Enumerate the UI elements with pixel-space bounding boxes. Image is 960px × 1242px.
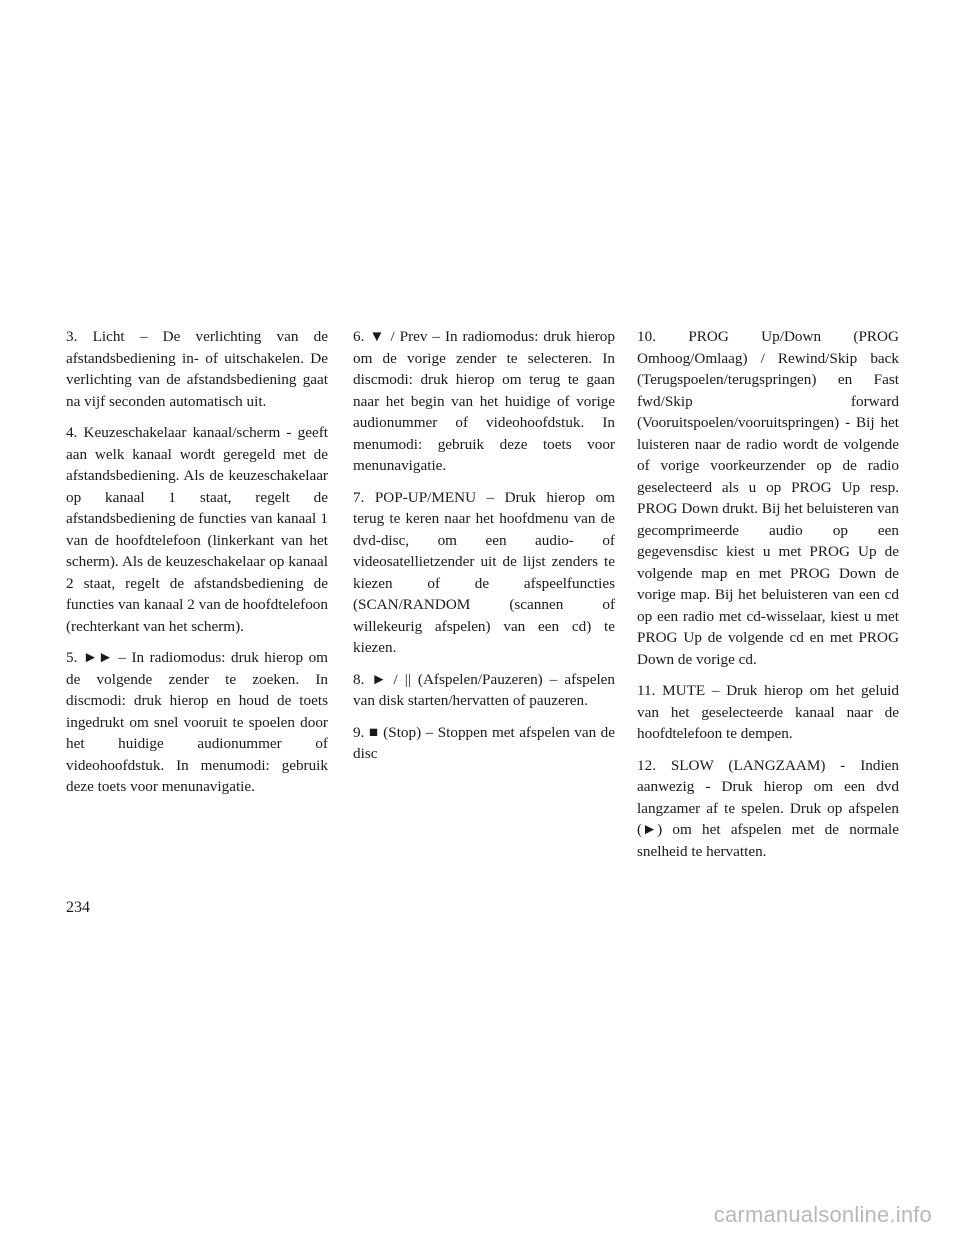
item-9-stop: 9. ■ (Stop) – Stoppen met afspelen van de disc <box>353 723 615 762</box>
text-column-left <box>66 326 328 808</box>
page-number: 234 <box>66 899 90 916</box>
item-3-light: 3. Licht – De verlichting van de afstandsbediening in- of uitschakelen. De verlichting van de afstandsbediening gaat na vijf seconden automatisch uit. <box>66 328 328 410</box>
text-column-right <box>637 326 899 872</box>
item-6-prev: 6. ▼ / Prev – In radiomodus: druk hierop om de vorige zender te selecteren. In discmodi: druk hierop om terug te gaan naar het begin van het huidige of vorige audionummer of videohoofdstuk. In menumodi: gebruik deze toets voor menunavigatie. <box>353 328 615 474</box>
item-10-prog: 10. PROG Up/Down (PROG Omhoog/Omlaag) / Rewind/Skip back (Terugspoelen/terugspringen) en Fast fwd/Skip forward (Vooruitspoelen/vooruitspringen) - Bij het luisteren naar de radio wordt de volgende of vorige voorkeurzender op de radio geselecteerd als u op PROG Up resp. PROG Down drukt. Bij het beluisteren van gecomprimeerde audio op een gegevensdisc kiest u met PROG Up de volgende map en met PROG Down de vorige map. Bij het beluisteren van een cd op een radio met cd-wisselaar, kiest u met PROG Up de volgende cd en met PROG Down de vorige cd. <box>637 328 899 668</box>
item-4-channel-switch: 4. Keuzeschakelaar kanaal/scherm - geeft aan welk kanaal wordt geregeld met de afstandsbediening. Als de keuzeschakelaar op kanaal 1 staat, regelt de afstandsbediening de functies van kanaal 1 van de hoofdtelefoon (linkerkant van het scherm). Als de keuzeschakelaar op kanaal 2 staat, regelt de afstandsbediening de functies van kanaal 2 van de hoofdtelefoon (rechterkant van het scherm). <box>66 424 328 635</box>
watermark: carmanualsonline.info <box>713 1202 932 1227</box>
item-12-slow: 12. SLOW (LANGZAAM) - Indien aanwezig - Druk hierop om een dvd langzamer af te spelen. Druk op afspelen (►) om het afspelen met de normale snelheid te hervatten. <box>637 756 899 860</box>
item-5-next: 5. ►► – In radiomodus: druk hierop om de volgende zender te zoeken. In discmodi: druk hierop en houd de toets ingedrukt om snel vooruit te spoelen door het huidige audionummer of videohoofdstuk. In menumodi: gebruik deze toets voor menunavigatie. <box>66 649 328 795</box>
text-column-middle <box>353 326 615 775</box>
item-11-mute: 11. MUTE – Druk hierop om het geluid van het geselecteerde kanaal naar de hoofdtelefoon te dempen. <box>637 682 899 742</box>
item-8-play-pause: 8. ► / || (Afspelen/Pauzeren) – afspelen van disk starten/hervatten of pauzeren. <box>353 670 615 709</box>
item-7-popup-menu: 7. POP-UP/MENU – Druk hierop om terug te keren naar het hoofdmenu van de dvd-disc, om een audio- of videosatellietzender uit de lijst zenders te kiezen of de afspeelfuncties (SCAN/RANDOM (scannen of willekeurig afspelen) van een cd) te kiezen. <box>353 488 615 656</box>
